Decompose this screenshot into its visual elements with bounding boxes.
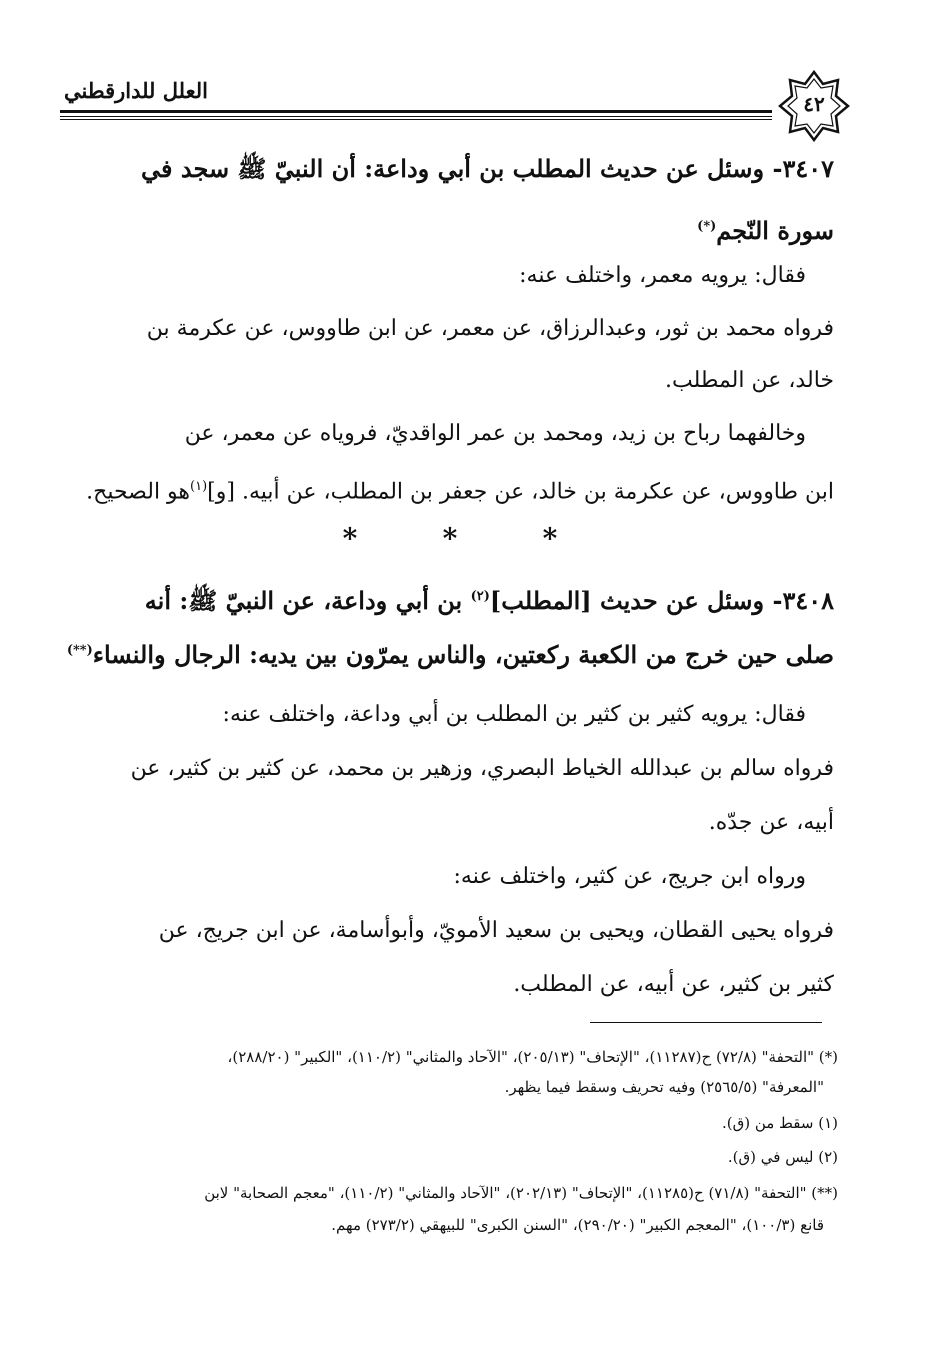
footnote-star-line2: "المعرفة" (٢٥٦٥/٥) وفيه تحريف وسقط فيما يظهر.	[504, 1078, 824, 1096]
section-separator	[330, 522, 570, 555]
entry-3407-heading-line1: ٣٤٠٧- وسئل عن حديث المطلب بن أبي وداعة: أن النبيّ ﷺ سجد في	[141, 154, 834, 183]
footnote-star-line1: (*) "التحفة" (٧٢/٨) ح(١١٢٨٧)، "الإتحاف" (٢٠٥/١٣)، "الآحاد والمثاني" (١١٠/٢)، "الكبير" (٢٨٨/٢٠)،	[227, 1048, 838, 1066]
entry-3408-paragraph-2-line1: فرواه سالم بن عبدالله الخياط البصري، وزهير بن محمد، عن كثير بن كثير، عن	[130, 756, 834, 781]
footnote-mark-double-star: (**)	[66, 643, 93, 658]
entry-3407-paragraph-2-line2: خالد، عن المطلب.	[665, 368, 834, 393]
entry-3407-heading-line2: سورة النّجم(*)	[697, 216, 834, 245]
running-header-title: العلل للدارقطني	[64, 78, 208, 103]
footnote-double-star-line2: قانع (١٠٠/٣)، "المعجم الكبير" (٢٩٠/٢٠)، "السنن الكبرى" للبيهقي (٢٧٣/٢) مهم.	[331, 1216, 824, 1234]
entry-3407-paragraph-2-line1: فرواه محمد بن ثور، وعبدالرزاق، عن معمر، عن ابن طاووس، عن عكرمة بن	[146, 316, 834, 341]
footnote-1: (١) سقط من (ق).	[721, 1114, 838, 1132]
entry-3408-paragraph-4-line1: فرواه يحيى القطان، ويحيى بن سعيد الأمويّ، وأبوأسامة، عن ابن جريج، عن	[158, 918, 834, 943]
entry-3407-paragraph-1: فقال: يرويه معمر، واختلف عنه:	[519, 263, 806, 288]
entry-3408-paragraph-1: فقال: يرويه كثير بن كثير بن المطلب بن أبي وداعة، واختلف عنه:	[222, 702, 806, 727]
entry-3408-heading-line1: ٣٤٠٨- وسئل عن حديث [المطلب]$^{(٢)}$ بن أبي وداعة، عن النبيّ ﷺ: أنه	[144, 586, 834, 615]
entry-3407-paragraph-3-line2: ابن طاووس، عن عكرمة بن خالد، عن جعفر بن المطلب، عن أبيه. [و]$^{(١)}$هو الصحيح.	[86, 479, 834, 505]
entry-3408-paragraph-3: ورواه ابن جريج، عن كثير، واختلف عنه:	[453, 864, 806, 889]
entry-3408-paragraph-2-line2: أبيه، عن جدّه.	[708, 810, 834, 835]
footnote-divider	[590, 1022, 822, 1023]
footnote-mark-star: (*)	[697, 219, 717, 234]
separator-star: *	[442, 522, 458, 555]
footnote-mark-1: (١)	[190, 479, 208, 494]
header-rule	[60, 110, 772, 120]
footnote-double-star-line1: (**) "التحفة" (٧١/٨) ح(١١٢٨٥)، "الإتحاف" (٢٠٢/١٣)، "الآحاد والمثاني" (١١٠/٢)، "معجم الصحابة" لابن	[204, 1184, 838, 1202]
separator-star: *	[342, 522, 358, 555]
page-number: ٤٢	[803, 92, 825, 116]
entry-3407-paragraph-3-line1: وخالفهما رباح بن زيد، ومحمد بن عمر الواقديّ، فروياه عن معمر، عن	[184, 421, 806, 446]
entry-3408-heading-line2: صلى حين خرج من الكعبة ركعتين، والناس يمرّون بين يديه: الرجال والنساء(**)	[66, 640, 834, 669]
entry-3408-paragraph-4-line2: كثير بن كثير، عن أبيه، عن المطلب.	[513, 972, 834, 997]
separator-star: *	[542, 522, 558, 555]
footnote-mark-2: (٢)	[470, 589, 490, 604]
footnote-2: (٢) ليس في (ق).	[727, 1148, 838, 1166]
